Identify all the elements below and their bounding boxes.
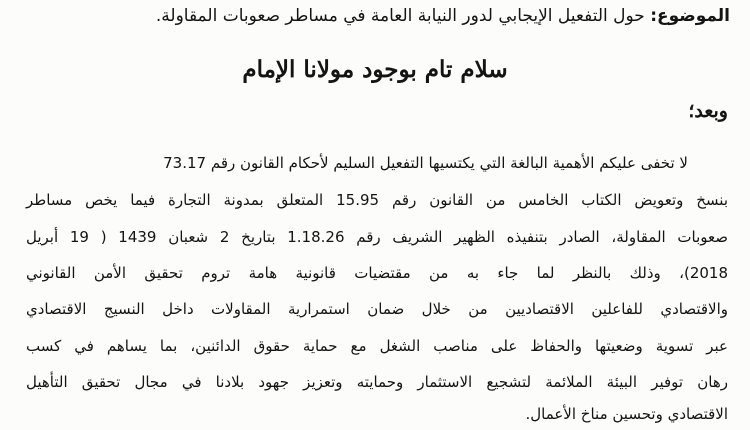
subject-text: حول التفعيل الإيجابي لدور النيابة العامة في مساطر صعوبات المقاولة. — [155, 6, 651, 26]
body-paragraph-line: لا تخفى عليكم الأهمية البالغة التي يكتسيها التفعيل السليم لأحكام القانون رقم 73.17 — [163, 154, 688, 172]
greeting-line: سلام تام بوجود مولانا الإمام — [242, 56, 508, 83]
body-paragraph-line: رهان توفير البيئة الملائمة لتشجيع الاستثمار وحمايته وتعزيز جهود بلادنا في مجال تحقيق التأهيل — [26, 373, 728, 391]
subject-line — [156, 6, 730, 26]
body-paragraph-line: 2018)، وذلك بالنظر لما جاء به من مقتضيات قانونية هامة تروم تحقيق الأمن القانوني — [26, 264, 728, 282]
body-paragraph-line: عبر تسوية وضعيتها والحفاظ على مناصب الشغل مع حماية حقوق الدائنين، بما يساهم في كسب — [26, 337, 728, 355]
body-paragraph-line: والاقتصادي للفاعلين الاقتصاديين من خلال ضمان استمرارية المقاولات داخل النسيج الاقتصادي — [26, 300, 728, 318]
body-paragraph-line: صعوبات المقاولة، الصادر بتنفيذه الظهير الشريف رقم 1.18.26 بتاريخ 2 شعبان 1439 ( 19 أبريل — [26, 228, 729, 246]
body-paragraph-line: الاقتصادي وتحسين مناخ الأعمال. — [525, 405, 728, 423]
opening-word: وبعد؛ — [688, 100, 728, 122]
subject-label: الموضوع: — [650, 6, 730, 26]
body-paragraph-line: بنسخ وتعويض الكتاب الخامس من القانون رقم 15.95 المتعلق بمدونة التجارة فيما يخص مساطر — [26, 191, 729, 209]
